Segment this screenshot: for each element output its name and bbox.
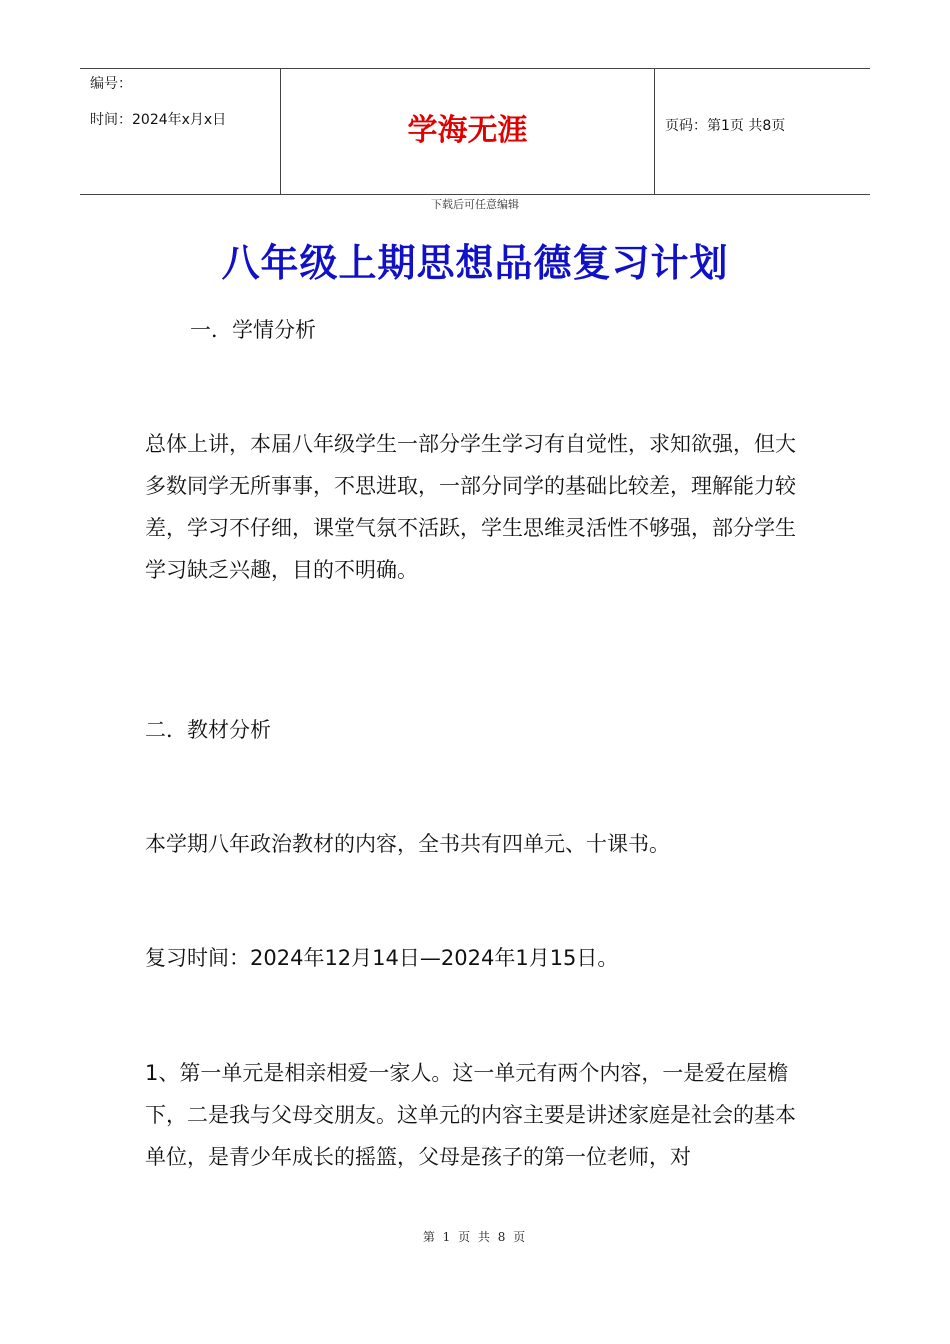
- section-body-2: 本学期八年政治教材的内容，全书共有四单元、十课书。: [145, 832, 670, 856]
- document-time-label: 时间：2024年x月x日: [90, 112, 227, 128]
- download-note: 下载后可任意编辑: [431, 198, 519, 211]
- page-info: 页码：第1页 共8页: [665, 118, 786, 134]
- document-number-label: 编号：: [90, 76, 132, 92]
- header-middle-cell: [281, 69, 655, 194]
- section-body-1: 总体上讲，本届八年级学生一部分学生学习有自觉性，求知欲强，但大多数同学无所事事，不思进取，一部分同学的基础比较差，理解能力较差，学习不仔细，课堂气氛不活跃，学生思维灵活性不够强，部分学生学习缺乏兴趣，目的不明确。: [145, 432, 796, 582]
- page-footer: 第 1 页 共 8 页: [422, 1230, 528, 1244]
- review-time: 复习时间：2024年12月14日—2024年1月15日。: [145, 946, 619, 970]
- section-heading-1: 一．学情分析: [190, 318, 316, 342]
- brand-title: 学海无涯: [407, 113, 528, 148]
- unit-one-paragraph: 1、第一单元是相亲相爱一家人。这一单元有两个内容，一是爱在屋檐下，二是我与父母交朋友。这单元的内容主要是讲述家庭是社会的基本单位，是青少年成长的摇篮，父母是孩子的第一位老师，对: [145, 1061, 796, 1169]
- header-left-cell: [80, 69, 281, 194]
- header-table: [80, 68, 870, 195]
- section-heading-2: 二．教材分析: [145, 718, 271, 742]
- header-right-cell: [655, 69, 870, 194]
- document-title: 八年级上期思想品德复习计划: [221, 240, 729, 285]
